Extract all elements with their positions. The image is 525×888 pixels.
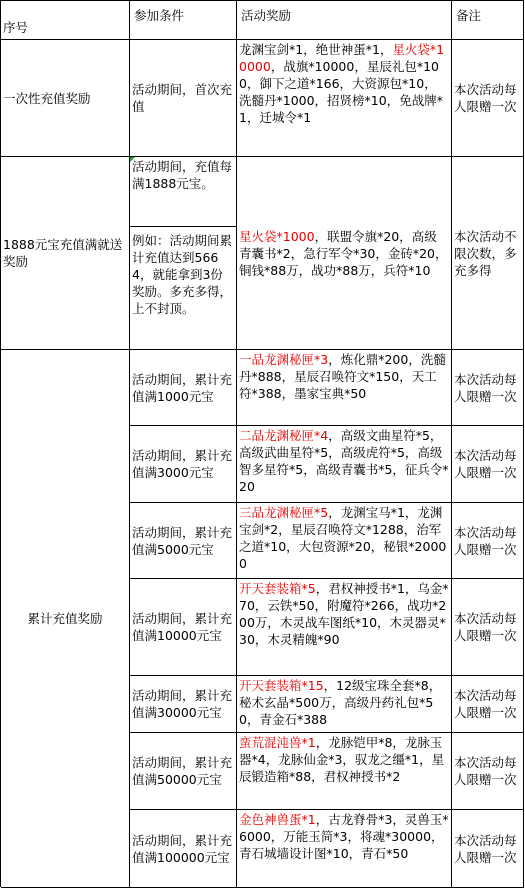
reward-text-post: ，12级宝珠全套*8，秘术玄晶*500万，高级丹药礼包*50，青金石*388 [239,678,442,727]
header-reward: 活动奖励 [237,1,452,40]
tier-note-50000 [452,733,524,810]
reward-text-post: ，龙脉铠甲*8，龙脉玉器*4，龙脉仙金*3，驭龙之缰*1，星辰锻造箱*88，君权神授书*2 [239,735,445,784]
condition-text: 活动期间，累计充值满1000元宝 [132,371,233,404]
condition-text: 活动期间，累计充值满100000元宝 [132,832,233,865]
tier-reward-5000 [237,503,452,579]
tier-reward-3000 [237,426,452,503]
reward-text-post: ，龙渊宝马*1，龙渊宝剑*2，星辰召唤符文*1288，治军之道*10，大包资源*20，秘银*20000 [239,505,447,571]
row-name-cumulative [1,350,130,888]
tier-reward-1000 [237,350,452,426]
tier-note-10000 [452,579,524,676]
note-text: 本次活动每人限赠一次 [454,688,517,720]
header-condition: 参加条件 [130,1,237,40]
tier-condition-50000 [130,733,237,810]
condition-text: 活动期间，首次充值 [132,82,233,114]
condition-top-text: 活动期间，充值每满1888元宝。 [132,159,233,191]
tier-condition-100000 [130,810,237,888]
tier-reward-30000 [237,676,452,733]
condition-text: 活动期间，累计充值满5000元宝 [132,524,233,557]
tier-note-3000 [452,426,524,503]
reward-highlight: 三品龙渊秘匣*5 [239,505,329,520]
tier-reward-100000 [237,810,452,888]
condition-text: 活动期间，累计充值满10000元宝 [132,611,233,643]
reward-highlight: 星火袋*10000 [239,42,445,74]
reward-text-post: ，古龙脊骨*3，灵兽玉*6000，万能玉简*3，将魂*30000，青石城墙设计图*10，青石*50 [239,812,449,861]
condition-text: 活动期间，累计充值满50000元宝 [132,755,233,787]
row-condition-first-recharge [130,40,237,157]
tier-note-100000 [452,810,524,888]
reward-text-post: ，炼化鼎*200，洗髓丹*888，星辰召唤符文*150，天工符*388，墨家宝典*50 [239,352,446,401]
row-name-1888 [1,157,130,350]
row-reward-1888 [237,157,452,350]
note-text: 本次活动每人限赠一次 [454,524,517,557]
note-text: 本次活动每人限赠一次 [454,82,517,114]
row-name-text: 1888元宝充值满就送奖励 [3,237,123,269]
condition-top [130,157,236,227]
reward-text-post: ，君权神授书*1，乌金*70，云铁*50，附魔符*266，战功*200万，木灵战车图纸*10，木灵器灵*30，木灵精魄*90 [239,581,449,647]
reward-highlight: 星火袋*1000 [239,228,315,244]
header-seq [1,1,130,40]
row-reward-first-recharge [237,40,452,157]
row-name-text: 一次性充值奖励 [3,90,91,106]
tier-note-5000 [452,503,524,579]
row-name-text: 累计充值奖励 [27,611,103,626]
reward-highlight: 开天套装箱*5 [239,581,316,596]
header-seq-text: 序号 [3,20,29,35]
tier-condition-30000 [130,676,237,733]
row-note-first-recharge [452,40,524,157]
reward-highlight: 二品龙渊秘匣*4 [239,428,329,443]
condition-text: 活动期间，累计充值满3000元宝 [132,448,233,480]
reward-wrap [239,228,449,279]
reward-text-post: ，战旗*10000，星辰礼包*100，御下之道*166，大资源包*10，洗髓丹*1000，招贤榜*10，免战牌*1，迁城令*1 [239,59,443,125]
note-text: 本次活动每人限赠一次 [454,832,517,865]
tier-note-1000 [452,350,524,426]
note-text: 本次活动不限次数，多充多得 [454,228,517,278]
tier-reward-10000 [237,579,452,676]
note-text: 本次活动每人限赠一次 [454,755,517,787]
header-note: 备注 [452,1,524,40]
note-text: 本次活动每人限赠一次 [454,611,517,643]
reward-highlight: 金色神兽蛋*1 [239,812,316,827]
reward-text-post: ，联盟令旗*20，高级青囊书*2，急行军令*30，金砖*20，铜钱*88万，战功*88万，兵符*10 [239,228,448,278]
tier-note-30000 [452,676,524,733]
tier-condition-1000 [130,350,237,426]
tier-condition-3000 [130,426,237,503]
tier-condition-10000 [130,579,237,676]
row-condition-1888 [130,157,237,350]
reward-highlight: 蛮荒混沌兽*1 [239,735,316,750]
reward-text-post: ，高级文曲星符*5，高级武曲星符*5，高级虎符*5，高级智多星符*5，高级青囊书*5，征兵令*20 [239,428,449,494]
condition-bottom-text: 例如：活动期间累计充值达到5664，就能拿到3份奖励。多充多得，上不封顶。 [132,233,233,316]
row-note-1888 [452,157,524,350]
note-text: 本次活动每人限赠一次 [454,448,517,480]
note-text: 本次活动每人限赠一次 [454,371,517,404]
reward-highlight: 开天套装箱*15 [239,678,324,693]
condition-bottom [130,231,236,349]
reward-text-pre: 龙渊宝剑*1，绝世神蛋*1， [239,42,393,57]
tier-condition-5000 [130,503,237,579]
row-name-first-recharge [1,40,130,157]
tier-reward-50000 [237,733,452,810]
condition-text: 活动期间，累计充值满30000元宝 [132,688,233,720]
reward-highlight: 一品龙渊秘匣*3 [239,352,329,367]
